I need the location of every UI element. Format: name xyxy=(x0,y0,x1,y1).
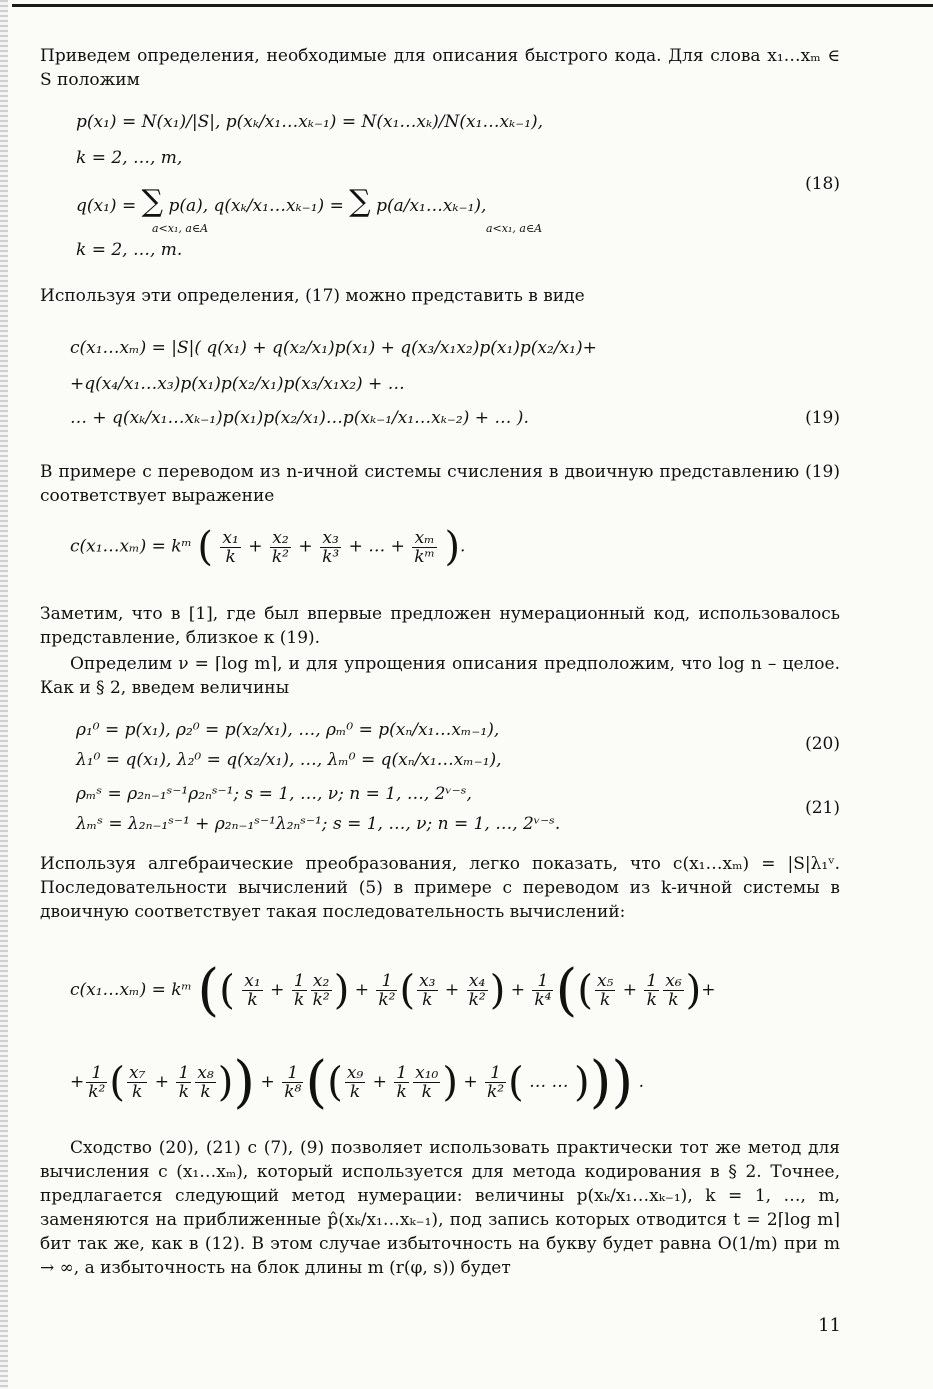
eqlong-lhs: c(x₁…xₘ) = kᵐ xyxy=(70,980,192,1000)
paragraph-note: Заметим, что в [1], где был впервые предложен нумерационный код, использовалось представление, близкое к (19). xyxy=(40,604,840,648)
frac-x2-k2: $\frac{\text{x₂}}{\text{k²}}$ xyxy=(271,527,289,567)
eq21-line1: ρₘˢ = ρ₂ₙ₋₁ˢ⁻¹ρ₂ₙˢ⁻¹; s = 1, …, ν; n = 1, …, 2ᵛ⁻ˢ, xyxy=(76,784,472,804)
frac-1-k-d: $\frac{1}{k}$ xyxy=(178,1063,190,1102)
big-paren-open-2: ( xyxy=(555,958,578,1023)
paragraph-algebra: Используя алгебраические преобразования, легко показать, что c(x₁…xₘ) = |S|λ₁ᵛ. Последовательности вычислений (5) в примере с переводом из k-ичной системы в двоичную соответствует такая последовательность вычислений: xyxy=(40,854,840,922)
equation-21 xyxy=(40,784,840,844)
frac-x10-k: $\frac{\text{x₁₀}}{k}$ xyxy=(415,1063,439,1102)
paragraph-example: В примере с переводом из n-ичной системы счисления в двоичную представлению (19) соответствует выражение xyxy=(40,462,840,506)
eq20-number: (20) xyxy=(805,734,840,754)
paren-open-7: ( xyxy=(508,1059,524,1106)
equation-nested xyxy=(40,958,840,1128)
eq19-line2: +q(x₄/x₁…x₃)p(x₁)p(x₂/x₁)p(x₃/x₁x₂) + … xyxy=(70,374,405,394)
paragraph-intro: Приведем определения, необходимые для описания быстрого кода. Для слова x₁…xₘ ∈ S положим xyxy=(40,46,840,90)
paragraph-similarity: Сходство (20), (21) с (7), (9) позволяет использовать практически тот же метод для вычисления c (x₁…xₘ), который используется для метода кодирования в § 2. Точнее, предлагается следующий метод нумерации: величины p(xₖ/x₁…xₖ₋₁), k = 1, …, m, заменяются на приближенные p̂(xₖ/x₁…xₖ₋₁), под запись которых отводится t = 2⌈log m⌉ бит так же, как в (12). В этом случае избыточность на букву будет равна O(1/m) при m → ∞, а избыточность на блок длины m (r(φ, s)) будет xyxy=(40,1138,840,1278)
eq18-line4: k = 2, …, m. xyxy=(76,240,183,260)
frac-x4-k2: $\frac{\text{x₄}}{\text{k²}}$ xyxy=(468,971,486,1010)
eq19-line1: c(x₁…xₘ) = |S|( q(x₁) + q(x₂/x₁)p(x₁) + q(x₃/x₁x₂)p(x₁)p(x₂/x₁)+ xyxy=(70,338,597,358)
frac-x7-k: $\frac{\text{x₇}}{k}$ xyxy=(128,1063,146,1102)
big-paren-close: ) xyxy=(611,1050,634,1115)
eq21-number: (21) xyxy=(805,798,840,818)
page-number: 11 xyxy=(818,1315,841,1336)
eq18-line1: p(x₁) = N(x₁)/|S|, p(xₖ/x₁…xₖ₋₁) = N(x₁…xₖ)/N(x₁…xₖ₋₁), xyxy=(76,112,544,132)
paren-open-6: ( xyxy=(327,1059,343,1106)
equation-20 xyxy=(40,720,840,780)
eq21-line2: λₘˢ = λ₂ₙ₋₁ˢ⁻¹ + ρ₂ₙ₋₁ˢ⁻¹λ₂ₙˢ⁻¹; s = 1, …, ν; n = 1, …, 2ᵛ⁻ˢ. xyxy=(76,814,561,834)
eq20-line1: ρ₁⁰ = p(x₁), ρ₂⁰ = p(x₂/x₁), …, ρₘ⁰ = p(xₙ/x₁…xₘ₋₁), xyxy=(76,720,500,740)
eq19-line3: … + q(xₖ/x₁…xₖ₋₁)p(x₁)p(x₂/x₁)…p(xₖ₋₁/x₁…xₖ₋₂) + … ). xyxy=(70,408,529,428)
frac-x1-k-b: $\frac{\text{x₁}}{k}$ xyxy=(244,971,261,1010)
paren-close-7: ) xyxy=(573,1059,590,1106)
paren-open: ( xyxy=(197,524,213,570)
eqk-lhs: c(x₁…xₘ) = kᵐ xyxy=(70,536,192,557)
frac-1-k4: $\frac{1}{\text{k⁴}}$ xyxy=(534,971,552,1010)
paragraph-using: Используя эти определения, (17) можно представить в виде xyxy=(40,286,585,306)
sum-sign-2: ∑ xyxy=(349,184,371,219)
paragraph-define: Определим ν = ⌈log m⌉, и для упрощения описания предположим, что log n – целое. Как и § 2, введем величины xyxy=(40,654,840,698)
frac-x6-k: $\frac{\text{x₆}}{k}$ xyxy=(665,971,682,1010)
paren-close-6: ) xyxy=(442,1059,458,1106)
equation-19 xyxy=(40,338,840,448)
frac-1-k: $\frac{1}{k}$ xyxy=(293,971,305,1010)
frac-x5-k: $\frac{\text{x₅}}{k}$ xyxy=(596,971,614,1010)
sum-sign-1: ∑ xyxy=(141,184,164,219)
frac-x9-k: $\frac{\text{x₉}}{k}$ xyxy=(346,1063,364,1102)
eq18-q-mid: p(a), q(xₖ/x₁…xₖ₋₁) = xyxy=(168,196,344,216)
eq18-number: (18) xyxy=(805,174,840,194)
frac-1-k2-c: $\frac{1}{\text{k²}}$ xyxy=(487,1063,505,1102)
frac-1-k2-b: $\frac{1}{\text{k²}}$ xyxy=(88,1063,106,1102)
frac-x3-k: $\frac{\text{x₃}}{k}$ xyxy=(419,971,436,1010)
eqlong-line1: c(x₁…xₘ) = kᵐ (( $\frac{\text{x₁}}{k}$ + $\frac{1}{k}$ $\frac{\text{x₂}}{\text{k²}}$ ) + $\frac{1}{\text{k²}}$ ( $\frac{\text{x₃}}{k}$ + $\frac{\text{x₄}}{\text{k²}}$ ) + $\frac{1}{\text{k⁴}}$ (( $\frac{\text{x₅}}{k}$ + $\frac{1}{k}$ $\frac{\text{x₆}}{k}$ )+ xyxy=(70,958,716,1023)
eq18-line3 xyxy=(76,184,486,219)
paren-close: ) xyxy=(444,524,461,570)
frac-xm-km: $\frac{\text{xₘ}}{\text{kᵐ}}$ xyxy=(414,527,436,567)
eq19-number: (19) xyxy=(805,408,840,428)
frac-x2-k2-b: $\frac{\text{x₂}}{\text{k²}}$ xyxy=(312,971,330,1010)
big-paren-open: ( xyxy=(197,958,220,1023)
paren-open-5: ( xyxy=(109,1059,125,1106)
frac-1-k-c: $\frac{1}{k}$ xyxy=(646,971,658,1010)
eqlong-line2: + $\frac{1}{\text{k²}}$ ( $\frac{\text{x₇}}{k}$ + $\frac{1}{k}$ $\frac{\text{x₈}}{k}$ )) + $\frac{1}{\text{k⁸}}$ (( $\frac{\text{x₉}}{k}$ + $\frac{1}{k}$ $\frac{\text{x₁₀}}{k}$ ) + $\frac{1}{\text{k²}}$ ( … … ))) . xyxy=(70,1050,645,1115)
eq18-sum-sub-2: a<x₁, a∈A xyxy=(486,222,543,235)
big-paren-close-3: ) xyxy=(589,1050,612,1115)
paren-open-4: ( xyxy=(577,967,593,1014)
eq18-sum-sub-1: a<x₁, a∈A xyxy=(152,222,209,235)
eq18-line2: k = 2, …, m, xyxy=(76,148,183,168)
frac-x3-k3: $\frac{\text{x₃}}{\text{k³}}$ xyxy=(322,527,340,567)
top-rule xyxy=(12,4,933,7)
paren-open-3: ( xyxy=(399,967,416,1014)
paren-close-3: ) xyxy=(489,967,506,1014)
equation-18 xyxy=(40,112,840,312)
eq18-q1: q(x₁) = xyxy=(76,196,137,216)
frac-1-k8: $\frac{1}{\text{k⁸}}$ xyxy=(284,1063,302,1102)
paren-close-2: ) xyxy=(333,967,350,1014)
frac-x8-k: $\frac{\text{x₈}}{k}$ xyxy=(197,1063,214,1102)
eq18-q-end: p(a/x₁…xₖ₋₁), xyxy=(376,196,487,216)
big-paren-close-2: ) xyxy=(233,1050,256,1115)
scan-edge xyxy=(0,0,8,1389)
paren-close-4: ) xyxy=(685,967,702,1014)
frac-x1-k: $\frac{\text{x₁}}{k}$ xyxy=(222,527,239,567)
paren-open-2: ( xyxy=(219,967,235,1014)
eq20-line2: λ₁⁰ = q(x₁), λ₂⁰ = q(x₂/x₁), …, λₘ⁰ = q(xₙ/x₁…xₘ₋₁), xyxy=(76,750,502,770)
big-paren-open-3: ( xyxy=(305,1050,328,1115)
eqk-line: c(x₁…xₘ) = kᵐ ( $\frac{\text{x₁}}{k}$ + $\frac{\text{x₂}}{\text{k²}}$ + $\frac{\text{x₃}}{\text{k³}}$ + … + $\frac{\text{xₘ}}{\text{kᵐ}}$ ). xyxy=(70,524,466,570)
frac-1-k2: $\frac{1}{\text{k²}}$ xyxy=(378,971,396,1010)
equation-km-sum xyxy=(40,524,840,584)
frac-1-k-e: $\frac{1}{k}$ xyxy=(396,1063,408,1102)
paren-close-5: ) xyxy=(217,1059,234,1106)
